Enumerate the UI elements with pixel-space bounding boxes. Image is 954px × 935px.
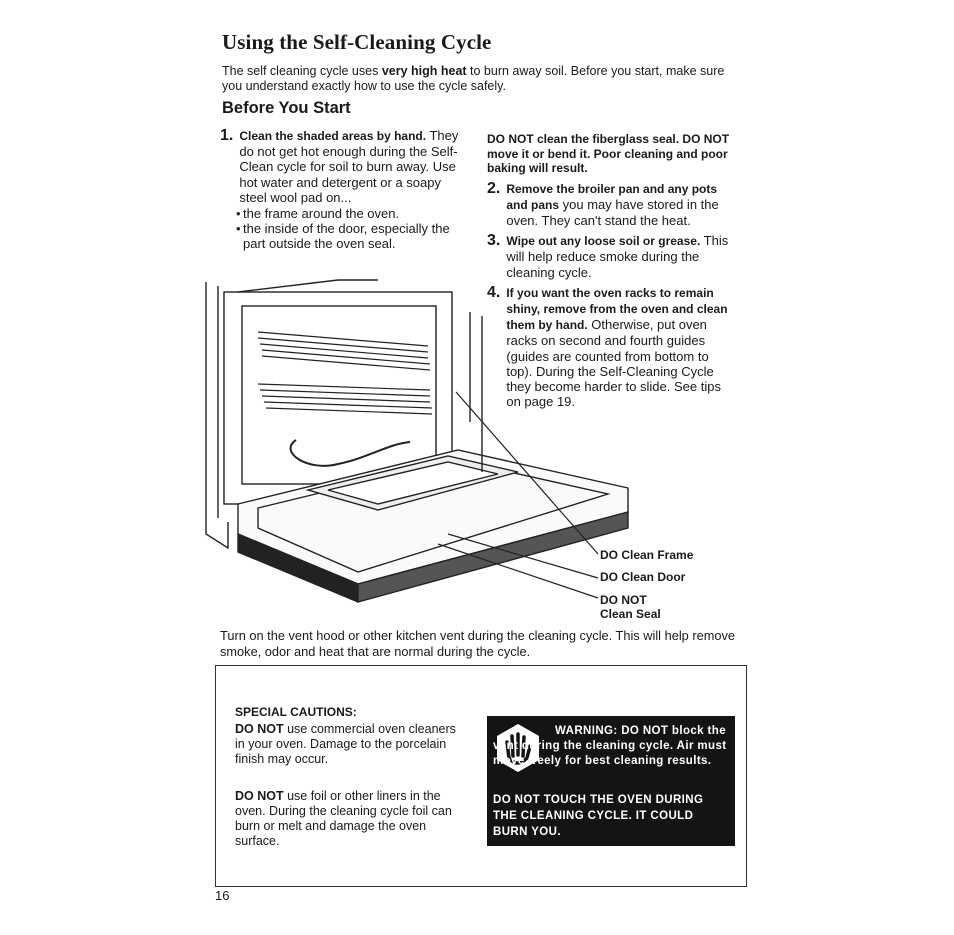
oven-illustration: [198, 272, 638, 622]
bullet-list: [236, 206, 465, 252]
bullet-item: • the inside of the door, especially the part outside the oven seal.: [236, 221, 465, 251]
callout-seal: [600, 593, 661, 621]
caution-bold: DO NOT: [235, 722, 284, 736]
caution-item: [235, 789, 465, 849]
vent-note: Turn on the vent hood or other kitchen vent during the cleaning cycle. This will help remove smoke, odor and heat that are normal during the cycle.: [220, 628, 736, 659]
caution-text: use foil or other liners in the oven. During the cleaning cycle foil can burn or melt and damage the oven surface.: [235, 789, 452, 848]
step-number: 2.: [487, 179, 501, 197]
caution-bold: DO NOT: [235, 789, 284, 803]
intro-bold: very high heat: [381, 64, 467, 78]
page-number: 16: [215, 888, 230, 903]
warning-box: [487, 716, 735, 846]
step-number: 1.: [220, 127, 234, 144]
bullet-item: • the frame around the oven.: [236, 206, 465, 221]
step-lead: Clean the shaded areas by hand.: [239, 129, 427, 143]
step-lead: Wipe out any loose soil or grease.: [506, 234, 701, 249]
step-number: 4.: [487, 283, 501, 301]
callout-door: DO Clean Door: [600, 570, 686, 584]
intro-text: The self cleaning cycle uses: [222, 64, 382, 78]
caution-text: use commercial oven cleaners in your oven. Damage to the porcelain finish may occur.: [235, 722, 456, 766]
page-title: Using the Self-Cleaning Cycle: [222, 30, 492, 54]
intro-paragraph: [222, 64, 742, 93]
callout-seal-line: DO NOT: [600, 593, 647, 607]
step-text: They do not get hot enough during the Self-Clean cycle for soil to burn away. Use hot water and detergent or a soapy steel wool pad on...: [239, 128, 459, 205]
step-text: you may have stored in the oven. They can't stand the heat.: [506, 196, 719, 228]
caution-item: [235, 722, 465, 767]
step-text: This will help reduce smoke during the cleaning cycle.: [506, 233, 729, 280]
step-text: Otherwise, put oven racks on second and fourth guides (guides are counted from bottom to top). During the Self-Cleaning Cycle they become harder to slide. See tips on page 19.: [506, 317, 721, 410]
step-lead: If you want the oven racks to remain shiny, remove from the oven and clean them by hand.: [506, 285, 728, 333]
seal-warning: DO NOT clean the fiberglass seal. DO NOT move it or bend it. Poor cleaning and poor baking will result.: [487, 132, 730, 175]
step-number: 3.: [487, 232, 501, 250]
step-1: [220, 128, 465, 252]
cautions-text: [235, 705, 465, 849]
intro-text-end: to burn away soil. Before you start, make sure you understand exactly how to use the cycle safely.: [222, 64, 725, 93]
warning-touch: DO NOT TOUCH THE OVEN DURING THE CLEANING CYCLE. IT COULD BURN YOU.: [493, 794, 704, 838]
step-lead: Remove the broiler pan and any pots and pans: [506, 181, 718, 212]
callout-seal-line: Clean Seal: [600, 607, 661, 621]
section-heading: Before You Start: [222, 99, 351, 117]
callout-frame: DO Clean Frame: [600, 548, 694, 562]
step-2: [487, 181, 737, 229]
warning-head: WARNING: DO NOT block the vent during the cleaning cycle. Air must move freely for best cleaning results.: [493, 725, 727, 767]
cautions-heading: SPECIAL CAUTIONS:: [235, 705, 357, 719]
